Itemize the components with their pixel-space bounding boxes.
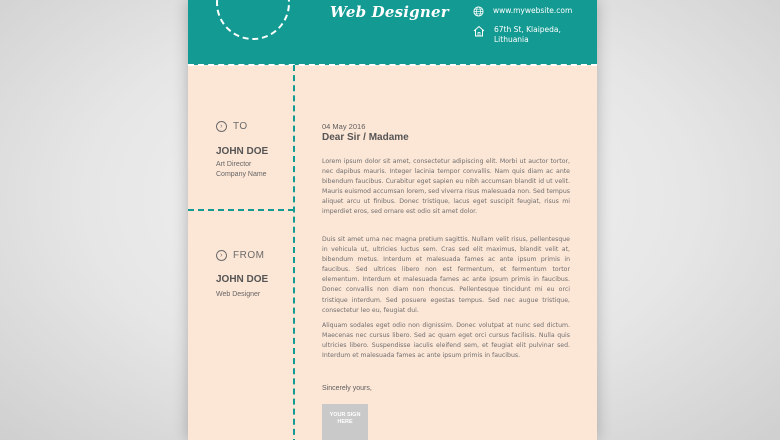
letter-paragraph: Lorem ipsum dolor sit amet, consectetur adipiscing elit. Morbi ut auctor tortor, nec dapibus mauris. Integer lacinia tempor convallis. Nam quis diam ac ante bibendum faucibus. Curabitur eget sapien eu nibh accumsan blandit id ut velit. Mauris euismod accumsan lorem, sed viverra risus malesuada non. Sed tempus aliquet arcu ut finibus. Donec tristique, lacus eget suscipit feugiat, risus mi imperdiet eros, sed ornare est odio sit amet dolor. — [322, 158, 570, 216]
address-row — [473, 25, 561, 45]
recipient-title: Art Director — [216, 161, 252, 168]
letter-paragraph: Aliquam sodales eget odio non dignissim. Donec volutpat at nunc sed dictum. Maecenas nec cursus libero. Sed ac quam eget orci cursus facilisis. Nulla quis ultricies libero. Suspendisse iaculis eleifend sem, et feugiat elit pulvinar sed. Interdum et malesuada fames ac ante ipsum primis in faucibus. — [322, 322, 570, 360]
address-line-2: Lithuania — [494, 35, 529, 44]
from-label — [216, 250, 264, 261]
sender-title: Web Designer — [216, 291, 261, 298]
address-text — [494, 25, 561, 45]
letter-paragraph: Duis sit amet urna nec magna pretium sagittis. Nullam velit risus, pellentesque in vehicula ut, ultricies luctus sem. Cras sed elit maximus, blandit velit at, bibendum metus. Interdum et malesuada fames ac ante ipsum primis in faucibus. Sed ultrices libero non est fermentum, et fermentum tortor elementum. Interdum et malesuada fames ac ante ipsum primis in faucibus. Donec convallis non diam non rhoncus. Pellentesque tincidunt mi eu orci tristique interdum. Sed posuere egestas tempus. Sed nec augue tristique, consectetur leo eu, feugiat dui. — [322, 236, 570, 314]
letter-closing: Sincerely yours, — [322, 385, 372, 392]
home-icon — [473, 25, 485, 37]
website-text[interactable]: www.mywebsite.com — [493, 6, 573, 15]
sidebar-divider — [188, 209, 294, 211]
header-divider — [188, 64, 597, 66]
website-row — [473, 6, 572, 17]
photo-placeholder — [216, 0, 290, 40]
recipient-name: JOHN DOE — [216, 146, 269, 157]
letter-date: 04 May 2016 — [322, 122, 366, 131]
recipient-company: Company Name — [216, 171, 267, 178]
signature-placeholder: YOUR SIGN HERE — [322, 404, 368, 440]
from-label-text: FROM — [233, 250, 265, 261]
chevron-right-icon: › — [216, 250, 227, 261]
job-title: Web Designer — [330, 3, 449, 21]
column-divider — [293, 65, 295, 440]
globe-icon — [473, 6, 484, 17]
letter-header — [188, 0, 597, 65]
chevron-right-icon: › — [216, 121, 227, 132]
address-line-1: 67th St, Klaipeda, — [494, 25, 561, 34]
letter-greeting: Dear Sir / Madame — [322, 132, 409, 143]
sender-name: JOHN DOE — [216, 274, 269, 285]
letter-page — [188, 0, 597, 440]
to-label — [216, 121, 248, 132]
to-label-text: TO — [233, 121, 248, 132]
